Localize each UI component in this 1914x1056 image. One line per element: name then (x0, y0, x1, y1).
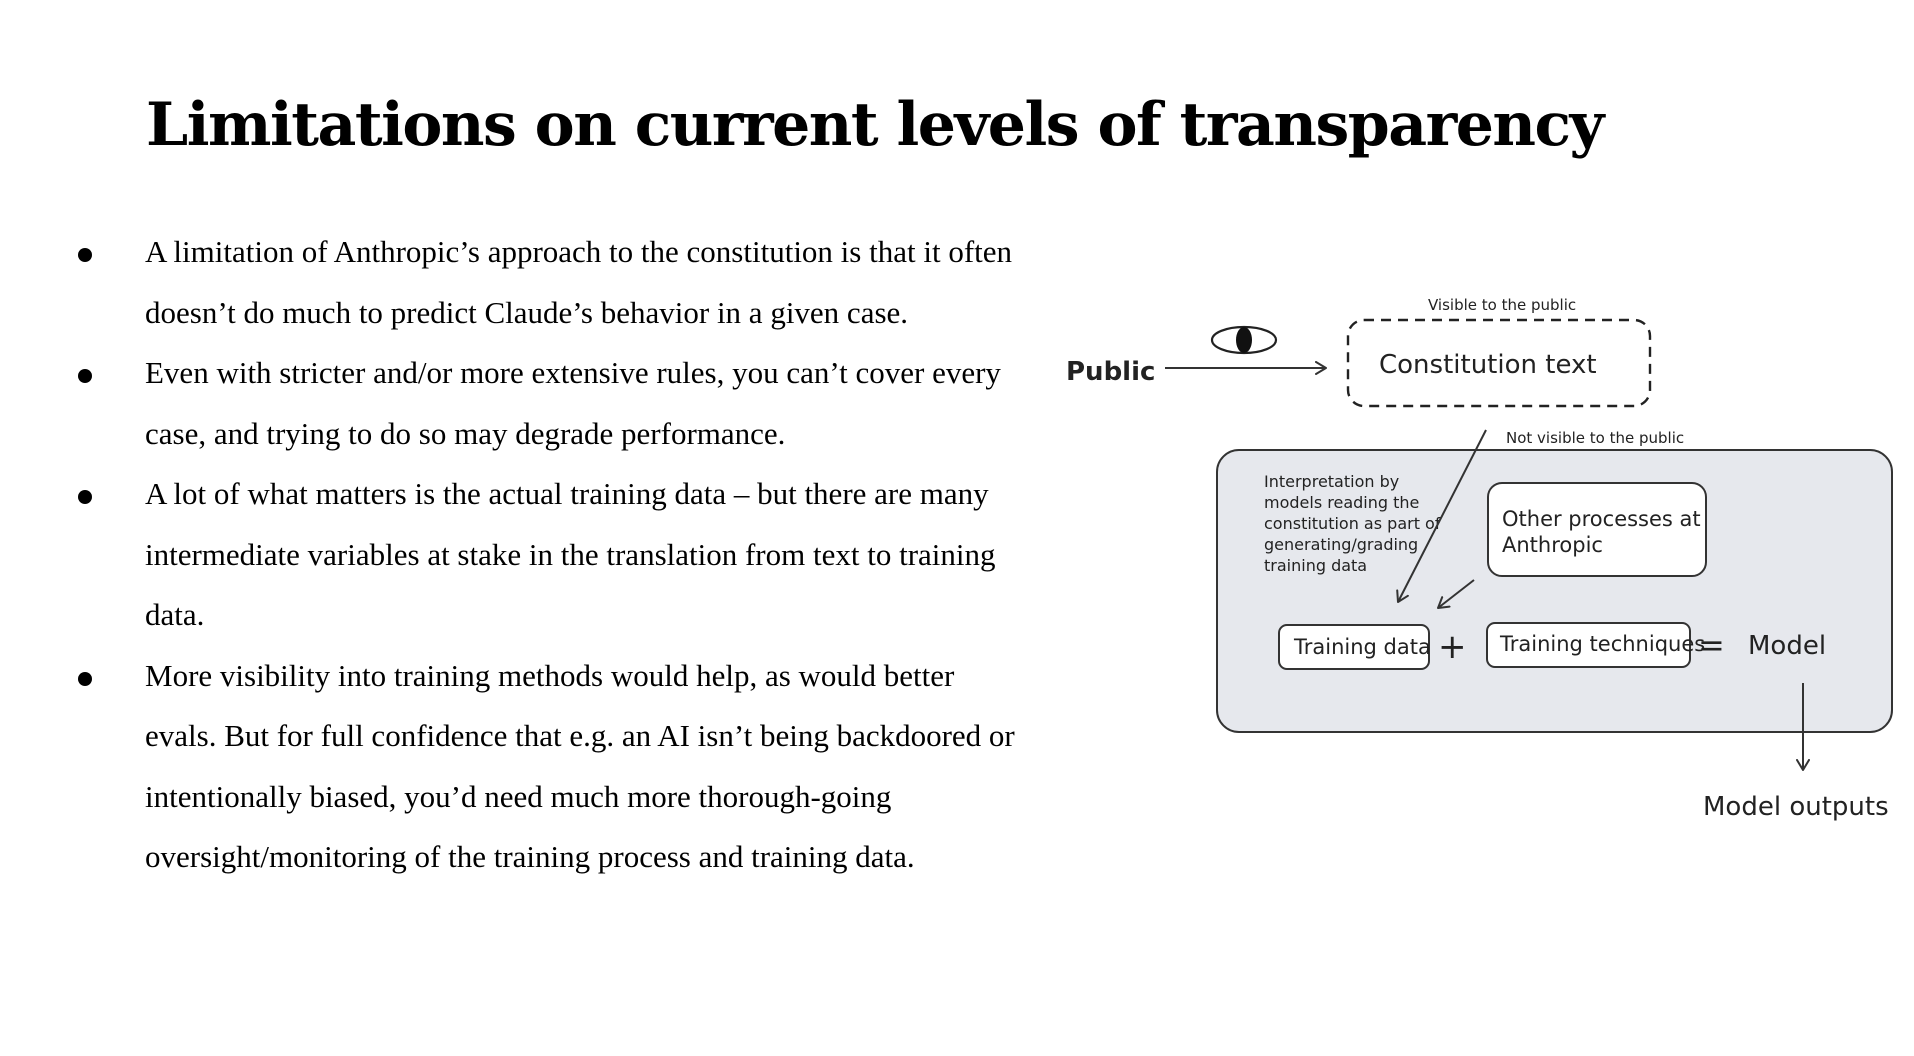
interpretation-line: Interpretation by (1264, 472, 1400, 491)
not-visible-label: Not visible to the public (1506, 429, 1685, 447)
training-techniques-label: Training techniques (1500, 632, 1706, 656)
model-outputs-label: Model outputs (1703, 792, 1889, 822)
public-label: Public (1066, 357, 1156, 387)
training-data-label: Training data (1294, 635, 1431, 659)
interpretation-line: models reading the (1264, 493, 1420, 512)
model-label: Model (1748, 631, 1827, 661)
bullet-text: More visibility into training methods would help, as would better evals. But for full confidence that e.g. an AI isn’t being backdoored or intentionally biased, you’d need much more thorough-going oversight/monitoring of the training process and training data. (145, 657, 1015, 874)
interpretation-line: generating/grading (1264, 535, 1419, 554)
slide-title: Limitations on current levels of transparency (146, 90, 1603, 160)
interpretation-line: training data (1264, 556, 1368, 575)
interpretation-line: constitution as part of (1264, 514, 1441, 533)
bullet-text: A lot of what matters is the actual training data – but there are many intermediate variables at stake in the translation from text to training data. (145, 476, 996, 632)
eye-icon (1212, 327, 1276, 353)
other-processes-line: Anthropic (1502, 533, 1603, 557)
equals-symbol: = (1698, 626, 1725, 664)
constitution-label: Constitution text (1379, 350, 1597, 380)
bullet-text: Even with stricter and/or more extensive rules, you can’t cover every case, and trying to do so may degrade performance. (145, 355, 1001, 451)
plus-symbol: + (1438, 627, 1467, 667)
visible-label: Visible to the public (1428, 296, 1577, 314)
other-processes-line: Other processes at (1502, 507, 1701, 531)
bullet-text: A limitation of Anthropic’s approach to the constitution is that it often doesn’t do much to predict Claude’s behavior in a given case. (145, 234, 1013, 330)
